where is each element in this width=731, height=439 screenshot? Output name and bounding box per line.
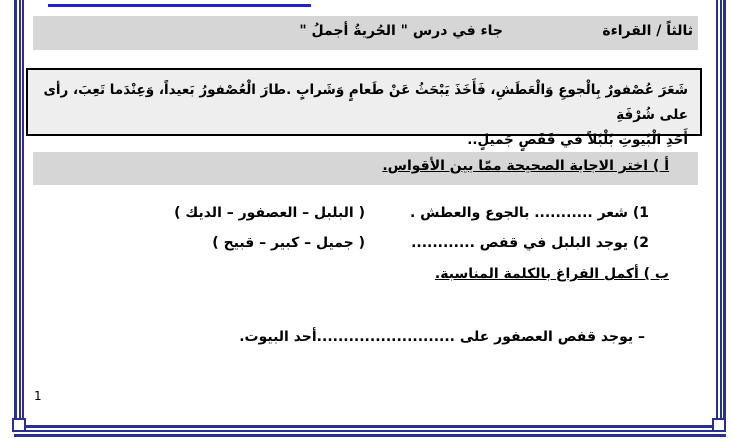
- border-corner-bottom-left: [12, 418, 26, 432]
- page-border-bottom: [14, 425, 726, 437]
- question-1-options: ( البلبل – العصفور – الديك ): [174, 205, 365, 221]
- question-2-options: ( جميل – كبير – قبيح ): [212, 235, 365, 251]
- reading-passage: [26, 68, 702, 148]
- lesson-title: جاء في درس " الحُريةُ أجملُ ": [299, 23, 503, 39]
- section-title: ثالثاً / القراءة: [602, 23, 693, 39]
- page-number: 1: [34, 389, 42, 403]
- part-b-title: ب ) أكمل الفراغ بالكلمة المناسبة.: [434, 266, 669, 282]
- question-1-text: 1) شعر ........... بالجوع والعطش .: [409, 205, 649, 221]
- border-corner-bottom-right: [712, 418, 726, 432]
- page-border-left: [14, 0, 24, 430]
- fill-blank-item: – يوجد قفص العصفور على ..........................أحد البيوت.: [239, 329, 645, 345]
- part-a-title: أ ) اختر الاجابة الصحيحة ممّا بين الأقواس.: [382, 158, 669, 174]
- question-2-text: 2) يوجد البلبل في قفص ............: [411, 235, 649, 251]
- page-border-right: [716, 0, 726, 430]
- passage-line-1: شَعَرَ عُصْفورٌ بِالْجوعِ وَالْعَطَشِ، فَأَخَذَ يَبْحَثُ عَنْ طَعامٍ وَشَرابٍ .طارَ الْعُصْفورُ بَعيداً، وَعِنْدَما تَعِبَ، رأى على شُرْفَةِ: [43, 82, 688, 123]
- top-decorative-line: [48, 4, 311, 7]
- passage-line-2: أَحَدِ الْبُيوتِ بُلْبُلاً في قَفَصٍ جَميلٍ..: [467, 132, 688, 148]
